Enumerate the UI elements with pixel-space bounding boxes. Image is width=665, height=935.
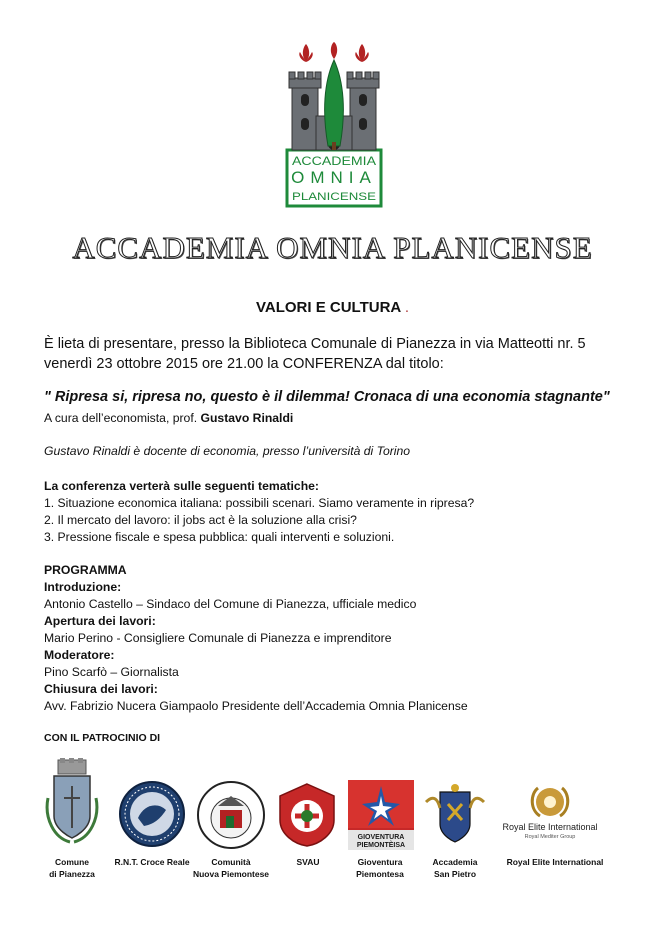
svau-badge-icon: [276, 782, 338, 848]
programma-label: Apertura dei lavori:: [44, 614, 156, 628]
sponsor-label-line2: Piemontesa: [356, 869, 404, 879]
sponsor-label-line1: Gioventura: [357, 857, 403, 867]
intro-line-1: È lieta di presentare, presso la Biblioteca Comunale di Pianezza in via Matteotti nr. 5: [44, 336, 586, 352]
talk-title: " Ripresa si, ripresa no, questo è il dilemma! Cronaca di una economia stagnante": [44, 389, 610, 405]
royal-elite-wreath-icon: [500, 780, 600, 840]
accademia-emblem-icon: [284, 42, 384, 208]
speaker-bio: Gustavo Rinaldi è docente di economia, presso l’università di Torino: [44, 444, 411, 458]
logo-line2: OMNIA: [291, 168, 377, 187]
sponsor-label-line2: Nuova Piemontese: [192, 869, 270, 879]
intro-line-2: venerdì 23 ottobre 2015 ore 21.00 la CONFERENZA dal titolo:: [44, 356, 444, 372]
svg-text:Royal Elite International: Royal Elite International: [502, 822, 598, 832]
svg-text:Royal Mediter Group: Royal Mediter Group: [524, 834, 576, 840]
programma-label: Moderatore:: [44, 648, 115, 662]
sponsor-label: [410, 856, 500, 880]
programma-text: Avv. Fabrizio Nucera Giampaolo Presidente dell’Accademia Omnia Planicense: [44, 699, 468, 713]
sponsor-label: R.N.T. Croce Reale: [114, 857, 190, 867]
topic-item: 1. Situazione economica italiana: possibili scenari. Siamo veramente in ripresa?: [44, 496, 475, 510]
sponsor-label: [27, 856, 117, 880]
curator-name: Gustavo Rinaldi: [200, 411, 294, 425]
accademia-san-pietro-crest-icon: [424, 784, 486, 846]
svg-text:PIEMONTÈISA: PIEMONTÈISA: [356, 842, 406, 849]
sponsor-label-line2: San Pietro: [433, 869, 477, 879]
logo-line3: PLANICENSE: [292, 191, 376, 203]
sponsor-label: Royal Elite International: [506, 857, 604, 867]
programma-text: Mario Perino - Consigliere Comunale di Pianezza e imprenditore: [44, 631, 392, 645]
logo-line1: ACCADEMIA: [292, 156, 377, 168]
comune-pianezza-crest-icon: [44, 758, 100, 848]
programma-label: Chiusura dei lavori:: [44, 682, 158, 696]
sponsor-label-line1: Accademia: [432, 857, 478, 867]
sponsors-heading: CON IL PATROCINIO DI: [44, 732, 161, 744]
programma-text: Antonio Castello – Sindaco del Comune di Pianezza, ufficiale medico: [44, 597, 417, 611]
topic-item: 2. Il mercato del lavoro: il jobs act è la soluzione alla crisi?: [44, 513, 357, 527]
subtitle-text: VALORI E CULTURA: [255, 299, 401, 316]
curator-prefix: A cura dell’economista, prof.: [44, 411, 198, 425]
programma-label: Introduzione:: [44, 580, 122, 594]
talk-curator: [44, 411, 293, 425]
svg-text:GIOVENTURA: GIOVENTURA: [357, 834, 405, 841]
organization-title: ACCADEMIA OMNIA PLANICENSE: [72, 230, 593, 265]
comunita-nuova-piemontese-icon: [196, 780, 266, 850]
gioventura-piemontesa-flag-icon: [348, 780, 414, 850]
subtitle-dot: .: [404, 299, 410, 316]
programma-text: Pino Scarfò – Giornalista: [44, 665, 179, 679]
programma-heading: PROGRAMMA: [44, 563, 127, 577]
sponsor-label-line1: Comunità: [211, 857, 251, 867]
topics-heading: La conferenza verterà sulle seguenti tematiche:: [44, 479, 319, 493]
subtitle: [0, 299, 665, 316]
sponsor-label: SVAU: [296, 857, 320, 867]
topic-item: 3. Pressione fiscale e spesa pubblica: quali interventi e soluzioni.: [44, 530, 395, 544]
croce-reale-seal-icon: [118, 780, 186, 848]
sponsor-label-line2: di Pianezza: [49, 869, 95, 879]
sponsor-label-line1: Comune: [55, 857, 89, 867]
